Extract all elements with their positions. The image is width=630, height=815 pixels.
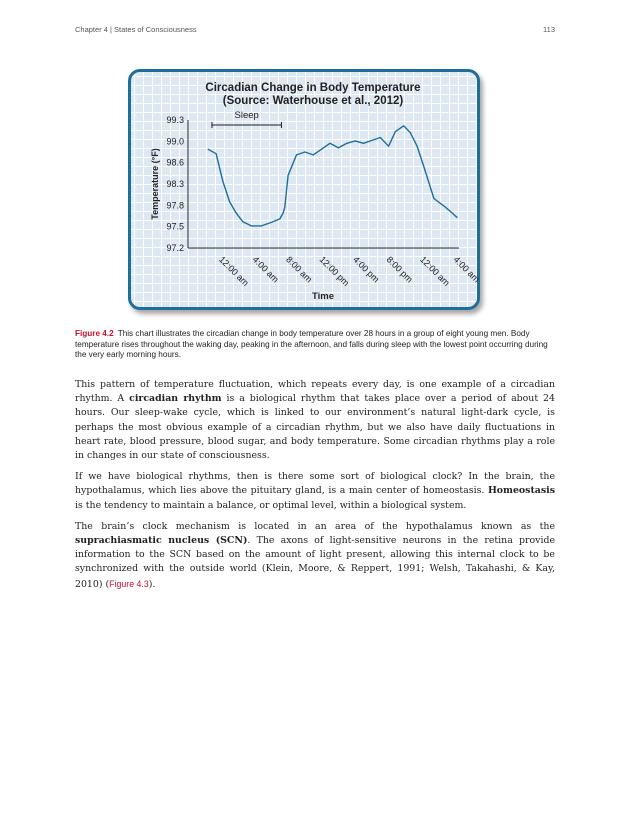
x-tick-label: 12:00 am <box>418 254 452 288</box>
term-circadian-rhythm: circadian rhythm <box>129 393 222 405</box>
x-tick-label: 8:00 pm <box>384 254 415 285</box>
figure-caption-label: Figure 4.2 <box>75 329 114 338</box>
paragraph-2-text-b: is the tendency to maintain a balance, or optimal level, within a biological system. <box>75 499 467 511</box>
figure-caption <box>75 329 555 361</box>
y-tick-label: 99.3 <box>166 115 184 125</box>
paragraph-1-text-a: This pattern of temperature fluctuation, which repeats every day, is one example of a circadian rhythm. A <box>75 379 555 405</box>
paragraph-1-text-b: is a biological rhythm that takes place over a period of about 24 hours. Our sleep-wake cycle, which is linked to our environment’s natural light-dark cycle, is perhaps the most obvious example of a circadian rhythm, but we also have daily fluctuations in heart rate, blood pressure, blood sugar, and body temperature. Some circadian rhythms play a role in changes in our state of consciousness. <box>75 393 555 462</box>
figure-caption-text: This chart illustrates the circadian change in body temperature over 28 hours in a group of eight young men. Body temperature rises throughout the waking day, peaking in the afternoon, and falls during sleep with the lowest point occurring during the very early morning hours. <box>75 329 548 360</box>
x-tick-label: 12:00 pm <box>317 254 352 288</box>
paragraph-3-text-b: . The axons of light-sensitive neurons in the retina provide information to the SCN based on the amount of light present, allowing this internal clock to be synchronized with the outside world (Klein, Moore, & Reppert, 1991; Welsh, Takahashi, & Kay, 2010) ( <box>75 535 555 590</box>
temperature-series-line <box>208 126 457 226</box>
paragraph-3-text-a: The brain’s clock mechanism is located in an area of the hypothalamus known as the <box>75 520 555 532</box>
x-tick-labels <box>217 254 482 288</box>
paragraph-scn <box>75 520 555 592</box>
paragraph-circadian-rhythm <box>75 378 555 463</box>
page-number: 113 <box>543 25 555 34</box>
chart-title-line1: Circadian Change in Body Temperature <box>205 82 421 94</box>
sleep-label: Sleep <box>234 110 259 121</box>
body-text <box>75 378 555 599</box>
figure-4-2-chart-frame <box>128 69 480 310</box>
x-tick-label: 4:00 pm <box>351 254 382 285</box>
y-tick-label: 99.0 <box>166 136 184 147</box>
running-head <box>75 25 555 37</box>
circadian-temperature-chart <box>131 72 482 307</box>
y-axis-label: Temperature (°F) <box>150 148 160 220</box>
y-tick-label: 97.5 <box>166 221 184 232</box>
y-tick-labels <box>166 115 184 253</box>
chapter-title: Chapter 4 | States of Consciousness <box>75 25 197 34</box>
y-tick-label: 97.2 <box>166 243 184 253</box>
paragraph-2-text-a: If we have biological rhythms, then is there some sort of biological clock? In the brain, the hypothalamus, which lies above the pituitary gland, is a main center of homeostasis. <box>75 471 555 497</box>
paragraph-3-text-c: ). <box>148 578 156 590</box>
x-axis-label: Time <box>311 291 335 302</box>
sleep-annotation <box>212 110 282 128</box>
y-tick-label: 98.6 <box>166 157 184 168</box>
y-tick-label: 97.8 <box>166 200 184 211</box>
x-tick-label: 8:00 am <box>284 254 315 285</box>
term-scn: suprachiasmatic nucleus (SCN) <box>75 535 248 547</box>
x-tick-label: 12:00 am <box>217 254 251 288</box>
paragraph-homeostasis <box>75 470 555 513</box>
figure-4-3-link[interactable]: Figure 4.3 <box>109 578 149 589</box>
term-homeostasis: Homeostasis <box>487 485 555 497</box>
chart-title-line2: (Source: Waterhouse et al., 2012) <box>222 95 404 107</box>
x-tick-label: 4:00 am <box>451 254 482 285</box>
y-tick-label: 98.3 <box>166 179 184 189</box>
x-tick-label: 4:00 am <box>250 254 281 285</box>
